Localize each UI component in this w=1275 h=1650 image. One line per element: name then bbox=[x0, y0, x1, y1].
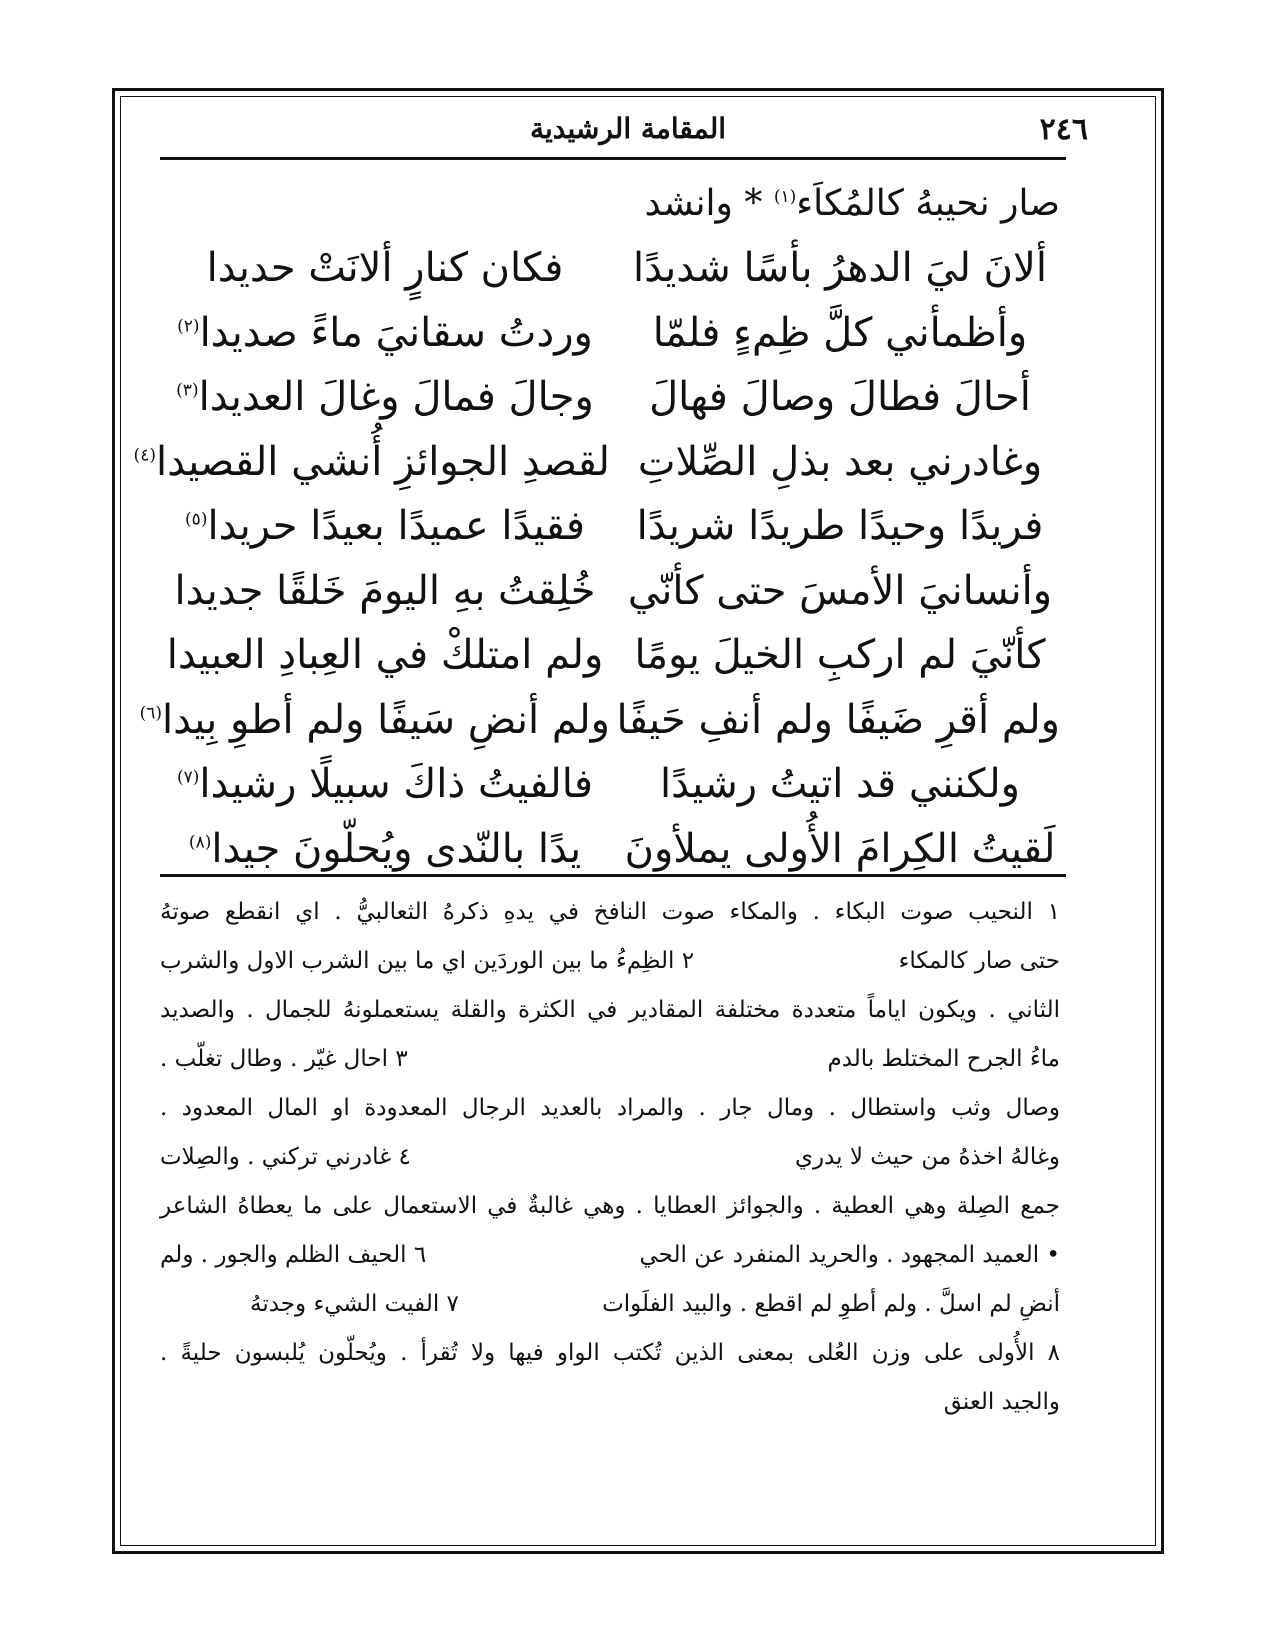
intro-text: صار نحيبهُ كالمُكاَء bbox=[796, 183, 1060, 224]
footnote-line: الثاني . ويكون اياماً متعددة مختلفة المقادير في الكثرة والقلة يستعملونهُ للجمال . والصديد bbox=[160, 997, 1060, 1023]
first-hemistich: كأنّيَ لم اركبِ الخيلَ يومًا bbox=[634, 632, 1046, 678]
second-hemistich bbox=[160, 623, 610, 687]
hemistich-text: يدًا بالنّدى ويُحلّونَ جيدا bbox=[211, 825, 582, 872]
footnote-segment: ٣ احال غيّر . وطال تغلّب . bbox=[160, 1046, 408, 1072]
second-hemistich bbox=[160, 301, 610, 365]
footnote-line bbox=[160, 1035, 1060, 1084]
verse bbox=[160, 236, 1060, 301]
running-title: المقامة الرشيدية bbox=[529, 112, 727, 145]
first-hemistich: ولكنني قد اتيتُ رشيدًا bbox=[660, 761, 1020, 807]
footnote-marker: (٣) bbox=[176, 380, 199, 401]
poem bbox=[133, 236, 1060, 881]
first-hemistich: وغادرني بعد بذلِ الصِّلاتِ bbox=[637, 438, 1043, 485]
footnote-line: وصال وثب واستطال . ومال جار . والمراد بالعديد الرجال المعدودة او المال المعدود . bbox=[160, 1095, 1060, 1121]
intro-after: * وانشد bbox=[644, 183, 763, 224]
second-hemistich bbox=[160, 559, 610, 623]
footnote-marker: (٤) bbox=[133, 445, 156, 466]
second-hemistich bbox=[160, 236, 610, 300]
footnote-line bbox=[160, 1280, 1060, 1329]
hemistich-text: فكان كنارٍ ألانَتْ حديدا bbox=[206, 245, 564, 291]
second-hemistich bbox=[160, 365, 610, 429]
second-hemistich bbox=[133, 430, 610, 494]
second-hemistich bbox=[160, 494, 610, 558]
footnote-marker: (٧) bbox=[176, 767, 200, 788]
footnote-line bbox=[160, 1231, 1060, 1280]
first-hemistich: لَقيتُ الكِرامَ الأُولى يملأونَ bbox=[624, 825, 1056, 872]
hemistich-text: فالفيتُ ذاكَ سبيلًا رشيدا bbox=[199, 761, 594, 807]
footnote-segment: ٢ الظِمءُ ما بين الوردَين اي ما بين الشرب الاول والشرب bbox=[160, 948, 695, 974]
footnote-segment: ٤ غادرني تركني . والصِلات bbox=[160, 1144, 411, 1170]
first-hemistich: وأنسانيَ الأمسَ حتى كأنّي bbox=[627, 567, 1053, 614]
first-hemistich: أحالَ فطالَ وصالَ فهالَ bbox=[649, 374, 1031, 420]
footnote-segment: ماءُ الجرح المختلط بالدم bbox=[827, 1046, 1060, 1072]
second-hemistich bbox=[160, 817, 610, 881]
footnote-marker: (٢) bbox=[177, 316, 200, 337]
hemistich-text: فقيدًا عميدًا بعيدًا حريدا bbox=[207, 503, 585, 549]
header-rule bbox=[160, 157, 1066, 160]
verse bbox=[160, 559, 1060, 624]
footnote-line bbox=[160, 937, 1060, 986]
footnotes bbox=[160, 888, 1060, 1427]
footnote-marker: (٨) bbox=[188, 832, 212, 853]
hemistich-text: لقصدِ الجوائزِ أُنشي القصيدا bbox=[155, 438, 610, 485]
page-number: ٢٤٦ bbox=[1039, 112, 1088, 147]
intro-line bbox=[160, 176, 1060, 232]
verse bbox=[160, 301, 1060, 366]
footnote-segment: حتى صار كالمكاء bbox=[898, 948, 1060, 974]
footnote-line: والجيد العنق bbox=[943, 1389, 1060, 1415]
hemistich-text: وجالَ فمالَ وغالَ العديدا bbox=[198, 374, 594, 420]
verse bbox=[160, 817, 1060, 882]
verse bbox=[133, 430, 1060, 495]
first-hemistich: فريدًا وحيدًا طريدًا شريدًا bbox=[636, 503, 1044, 549]
verse bbox=[160, 365, 1060, 430]
footnote-segment: • العميد المجهود . والحريد المنفرد عن الحي bbox=[639, 1242, 1060, 1268]
verse bbox=[160, 494, 1060, 559]
second-hemistich bbox=[139, 688, 610, 752]
footnote-line: جمع الصِلة وهي العطية . والجوائز العطايا . وهي غالبةٌ في الاستعمال على ما يعطاهُ الشاعر bbox=[160, 1193, 1060, 1219]
footnote-segment: وغالهُ اخذهُ من حيث لا يدري bbox=[794, 1144, 1060, 1170]
hemistich-text: ولم أنضِ سَيفًا ولم أطوِ بِيدا bbox=[161, 696, 610, 743]
hemistich-text: ولم امتلكْ في العِبادِ العبيدا bbox=[166, 632, 604, 678]
footnote-marker: (١) bbox=[773, 187, 797, 207]
footnote-segment: ٦ الحيف الظلم والجور . ولم bbox=[160, 1242, 427, 1268]
page-header bbox=[160, 106, 1096, 158]
first-hemistich: ولم أقرِ ضَيفًا ولم أنفِ حَيفًا bbox=[616, 696, 1060, 743]
first-hemistich: ألانَ ليَ الدهرُ بأسًا شديدًا bbox=[633, 245, 1047, 291]
hemistich-text: خُلِقتُ بهِ اليومَ خَلقًا جديدا bbox=[174, 567, 596, 614]
footnote-line: ٨ الأُولى على وزن العُلى بمعنى الذين تُكتب الواو فيها ولا تُقرأ . ويُحلّون يُلبسون حليةً . bbox=[160, 1340, 1060, 1366]
verse bbox=[160, 752, 1060, 817]
footnote-line bbox=[160, 1133, 1060, 1182]
first-hemistich: وأظمأني كلَّ ظِمءٍ فلمّا bbox=[652, 309, 1028, 356]
footnote-segment: ٧ الفيت الشيء وجدتهُ bbox=[250, 1291, 459, 1317]
footnotes-rule bbox=[160, 874, 1066, 877]
hemistich-text: وردتُ سقانيَ ماءً صديدا bbox=[199, 309, 593, 356]
footnote-line: ١ النحيب صوت البكاء . والمكاء صوت النافخ في يدهِ ذكرهُ الثعالبيُّ . اي انقطع صوتهُ bbox=[160, 899, 1060, 925]
second-hemistich bbox=[160, 752, 610, 816]
verse bbox=[160, 623, 1060, 688]
footnote-marker: (٥) bbox=[185, 509, 208, 530]
footnote-segment: أنضِ لم اسلَّ . ولم أطوِ لم اقطع . والبيد الفلَوات bbox=[602, 1291, 1060, 1317]
footnote-marker: (٦) bbox=[139, 703, 162, 724]
verse bbox=[139, 688, 1060, 753]
